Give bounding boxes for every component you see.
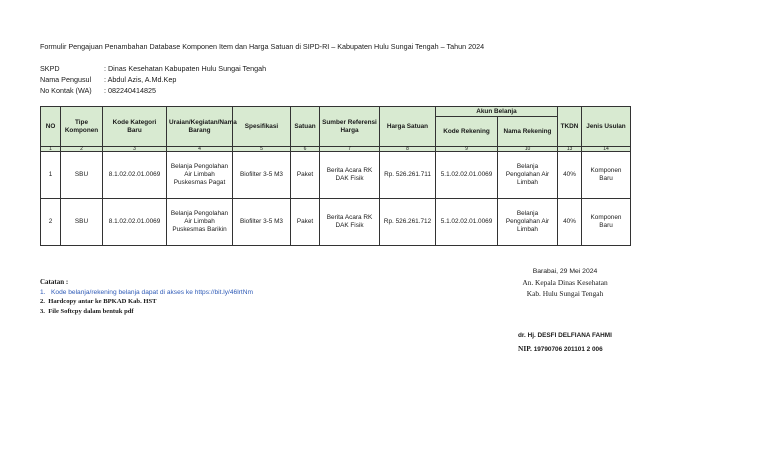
form-meta [40,63,266,96]
cell-harga: Rp. 526.261.712 [380,199,436,246]
cell-kode-kategori: 8.1.02.02.01.0069 [103,199,167,246]
col-header-kode-kategori: Kode Kategori Baru [103,107,167,147]
signature-place-date: Barabai, 29 Mei 2024 [532,268,598,275]
col-header-uraian: Uraian/Kegiatan/Nama Barang [167,107,233,147]
meta-value: : Abdul Azis, A.Md.Kep [104,75,177,84]
column-number: 7 [320,147,380,152]
nip-label: NIP. [518,344,532,353]
nip-value: 19790706 201101 2 006 [533,346,603,353]
col-header-sumber: Sumber Referensi Harga [320,107,380,147]
cell-satuan: Paket [291,152,320,199]
note-number: 3. [40,307,45,315]
cell-spesifikasi: Biofilter 3-5 M3 [233,152,291,199]
signature-office: Kab. Hulu Sungai Tengah [526,289,604,298]
column-number: 6 [291,147,320,152]
meta-row-no-kontak [40,85,266,96]
meta-value: : 082240414825 [104,86,156,95]
note-number: 2. [40,298,45,305]
signatory-nip [518,344,603,353]
column-number: 13 [558,147,582,152]
cell-kode-rekening: 5.1.02.02.01.0069 [436,199,498,246]
col-header-kode-rekening: Kode Rekening [436,117,498,147]
cell-kode-kategori: 8.1.02.02.01.0069 [103,152,167,199]
meta-row-skpd [40,63,266,74]
column-number: 1 [41,147,61,152]
cell-spesifikasi: Biofilter 3-5 M3 [233,199,291,246]
col-header-akun-belanja: Akun Belanja [436,107,558,117]
note-link-text[interactable]: Kode belanja/rekening belanja dapat di akses ke https://bit.ly/46lrtNm [51,288,253,296]
table-row [41,152,631,199]
meta-value: : Dinas Kesehatan Kabupaten Hulu Sungai Tengah [104,64,267,73]
cell-tkdn: 40% [558,152,582,199]
note-text: File Softcpy dalam bentuk pdf [48,307,134,315]
signature-on-behalf: An. Kepala Dinas Kesehatan [522,278,608,287]
column-number: 5 [233,147,291,152]
note-item [40,297,253,307]
column-number: 3 [103,147,167,152]
column-number: 9 [436,147,498,152]
column-number: 2 [61,147,103,152]
cell-nama-rekening: Belanja Pengolahan Air Limbah [498,152,558,199]
column-number: 10 [498,147,558,152]
note-item [40,288,253,298]
note-number: 1. [40,288,46,296]
form-title: Formulir Pengajuan Penambahan Database Komponen Item dan Harga Satuan di SIPD-RI – Kabupaten Hulu Sungai Tengah – Tahun 2024 [40,42,485,51]
meta-key: SKPD [40,64,60,73]
component-table [40,106,631,246]
col-header-tipe: Tipe Komponen [61,107,103,147]
col-header-harga: Harga Satuan [380,107,436,147]
table-row [41,199,631,246]
signatory-name: dr. Hj. DESFI DELFIANA FAHMI [518,332,612,339]
cell-uraian: Belanja Pengolahan Air Limbah Puskesmas Pagat [167,152,233,199]
notes-heading: Catatan : [40,278,69,286]
notes-section [40,278,253,316]
signature-block [500,266,630,353]
cell-tipe: SBU [61,199,103,246]
meta-key: Nama Pengusul [40,75,92,84]
cell-tipe: SBU [61,152,103,199]
col-header-jenis-usulan: Jenis Usulan [582,107,631,147]
col-header-satuan: Satuan [291,107,320,147]
col-header-tkdn: TKDN [558,107,582,147]
cell-kode-rekening: 5.1.02.02.01.0069 [436,152,498,199]
col-header-nama-rekening: Nama Rekening [498,117,558,147]
meta-row-nama-pengusul [40,74,266,85]
cell-no: 2 [41,199,61,246]
meta-key: No Kontak (WA) [40,86,92,95]
column-number: 8 [380,147,436,152]
column-number: 4 [167,147,233,152]
cell-tkdn: 40% [558,199,582,246]
note-item [40,307,253,317]
cell-no: 1 [41,152,61,199]
cell-jenis-usulan: Komponen Baru [582,199,631,246]
cell-jenis-usulan: Komponen Baru [582,152,631,199]
column-number: 14 [582,147,631,152]
col-header-spesifikasi: Spesifikasi [233,107,291,147]
cell-sumber: Berita Acara RK DAK Fisik [320,152,380,199]
cell-nama-rekening: Belanja Pengolahan Air Limbah [498,199,558,246]
cell-sumber: Berita Acara RK DAK Fisik [320,199,380,246]
cell-satuan: Paket [291,199,320,246]
cell-uraian: Belanja Pengolahan Air Limbah Puskesmas Barikin [167,199,233,246]
cell-harga: Rp. 526.261.711 [380,152,436,199]
col-header-no: NO [41,107,61,147]
note-text: Hardcopy antar ke BPKAD Kab. HST [48,298,157,305]
